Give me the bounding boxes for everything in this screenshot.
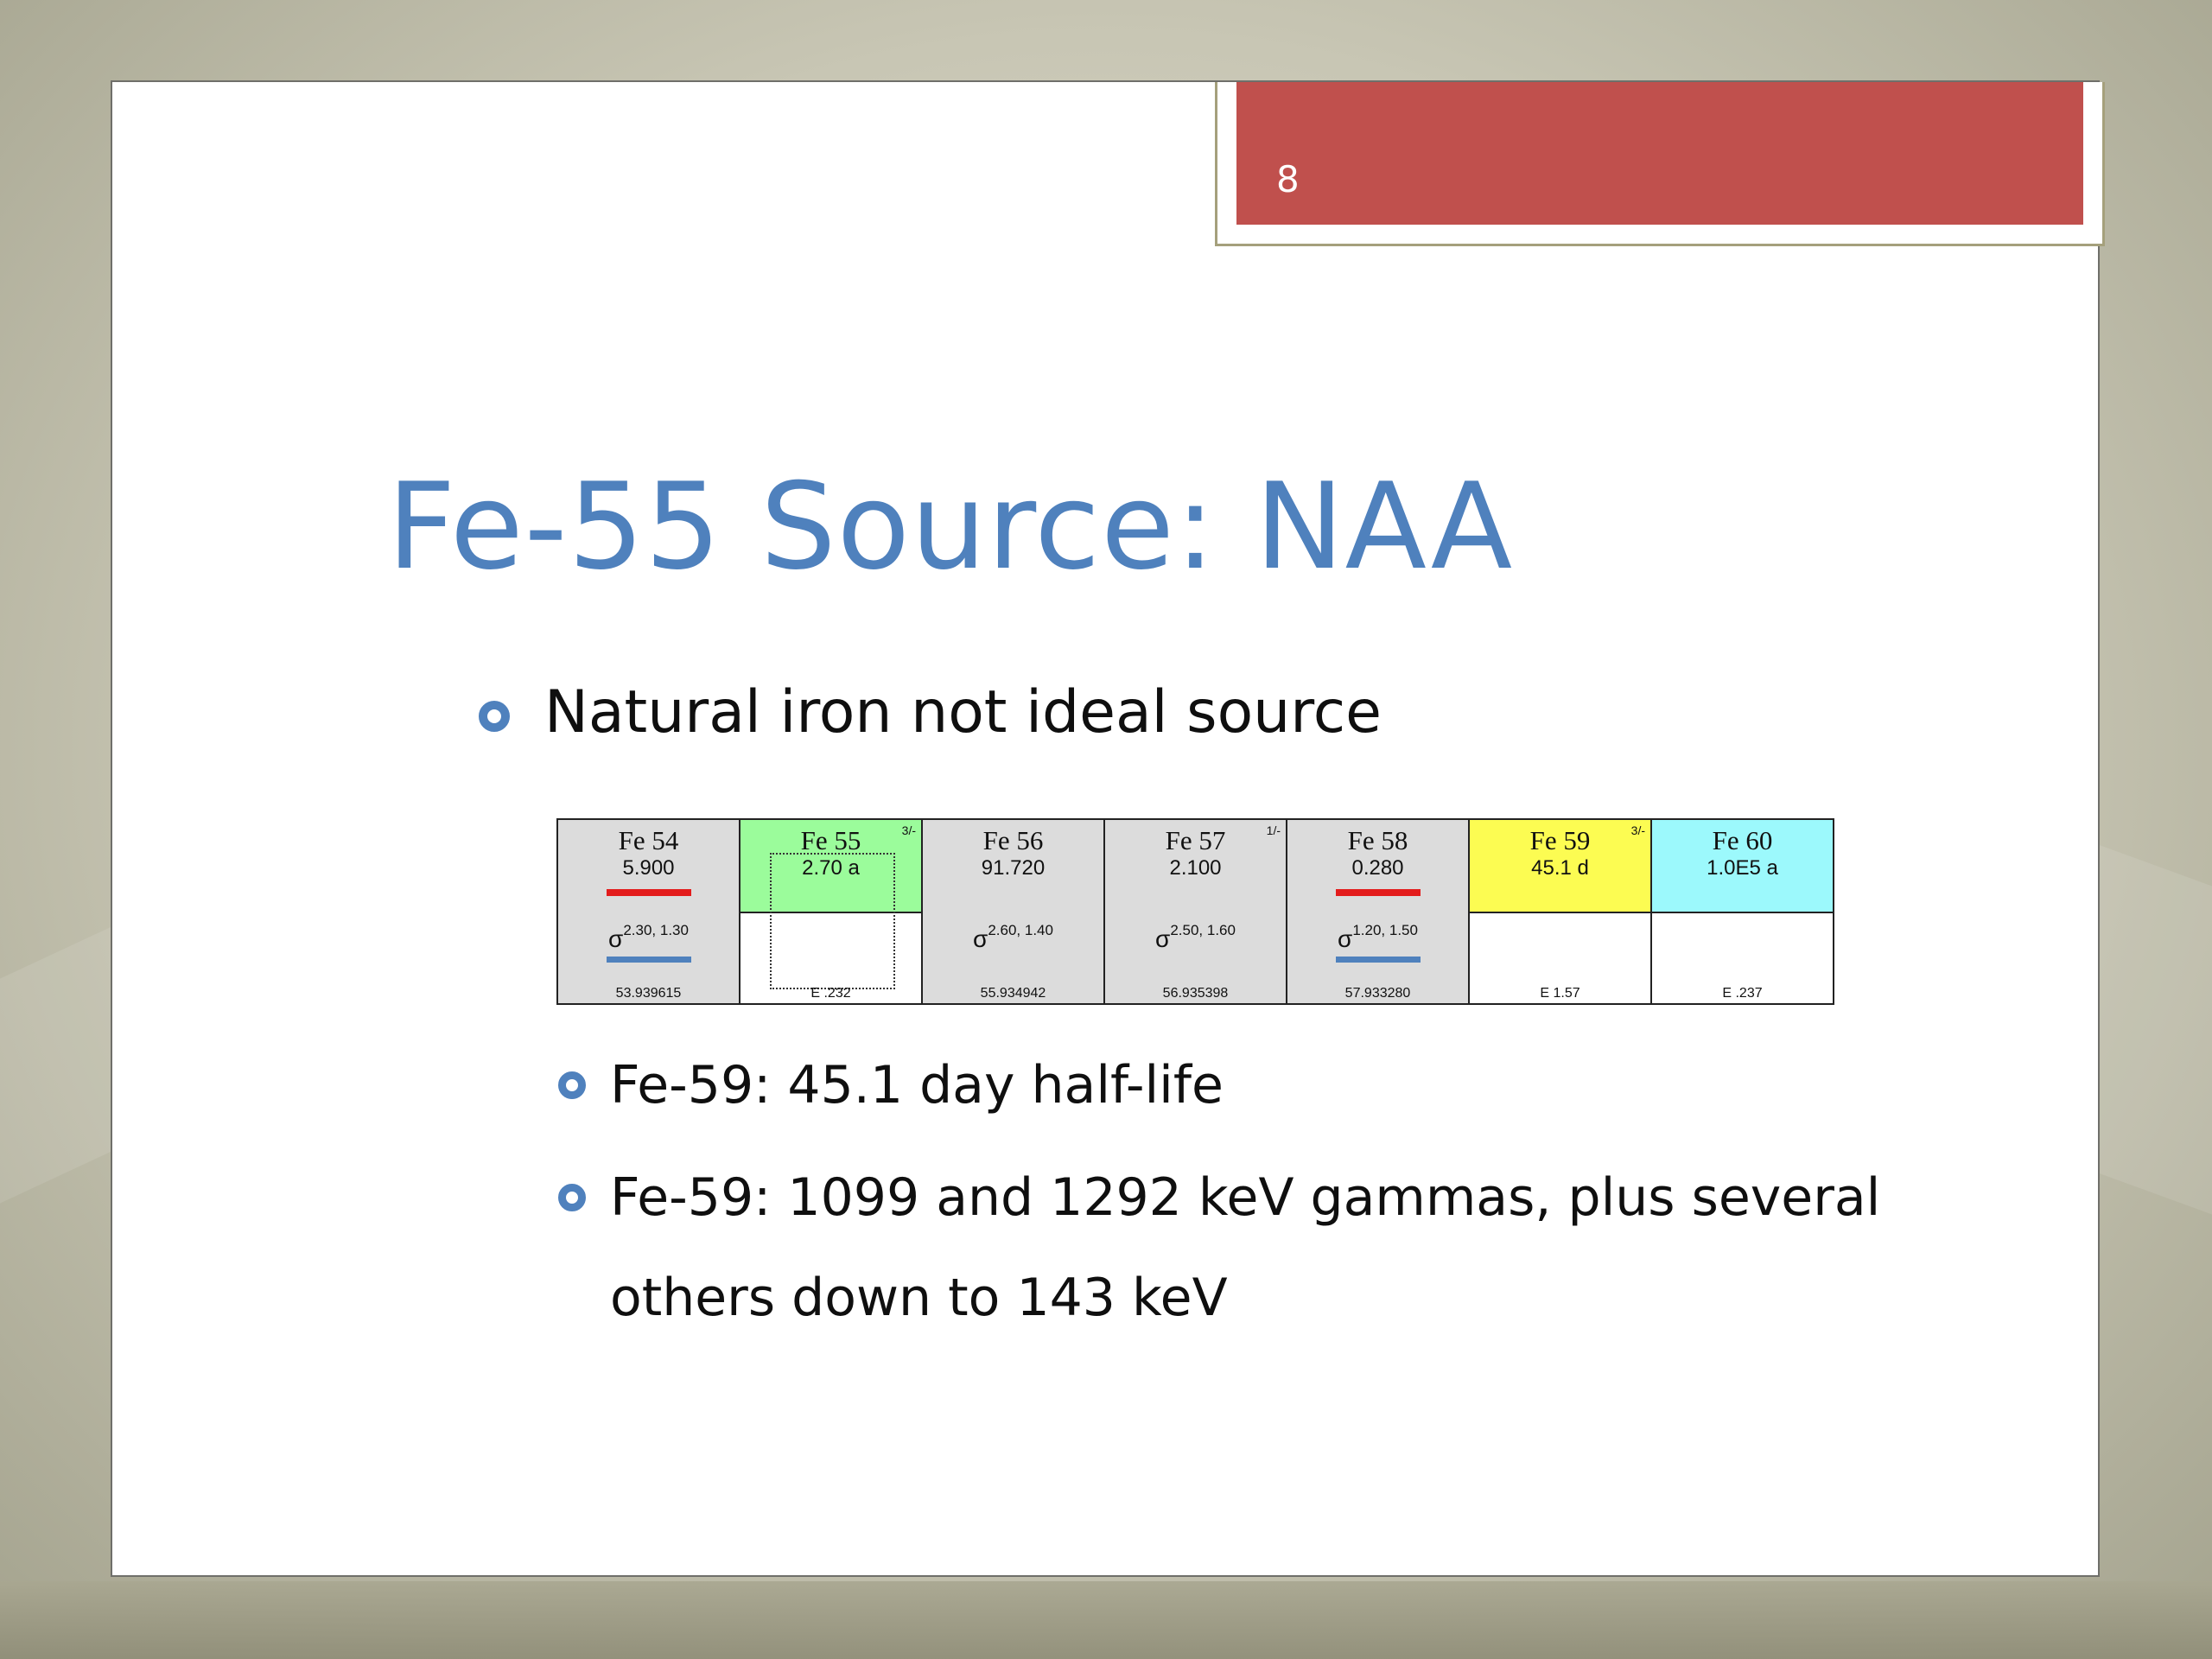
nuclide-abundance: 2.100	[1169, 856, 1222, 880]
red-bar-marker	[1336, 889, 1421, 896]
nuclide-decay-energy: E .237	[1722, 986, 1763, 1001]
slide	[111, 80, 2100, 1577]
nuclide-name: Fe 54	[618, 825, 679, 855]
cross-section: $\sigma^{2.60, 1.40}$	[973, 922, 1053, 952]
nuclide-name: Fe 59	[1529, 825, 1591, 855]
nuclide-name: Fe 60	[1712, 825, 1773, 855]
nuclide-cell-fe57	[1105, 820, 1287, 1003]
bullet-icon	[558, 1184, 586, 1211]
bullet-text: Natural iron not ideal source	[544, 678, 1382, 747]
nuclide-cell-fe60	[1652, 820, 1833, 1003]
nuclide-spin: 3/-	[1630, 823, 1645, 837]
cross-section: $\sigma^{1.20, 1.50}$	[1338, 922, 1418, 952]
nuclide-abundance: 91.720	[981, 856, 1046, 880]
nuclide-abundance: 5.900	[622, 856, 675, 880]
bullet-item	[475, 678, 1382, 747]
sub-bullet-text: Fe-59: 45.1 day half-life	[610, 1055, 1224, 1116]
slide-number-tab	[1215, 82, 2105, 246]
sub-bullet-item	[555, 1147, 1937, 1348]
red-bar-marker	[607, 889, 691, 896]
nuclide-name: Fe 58	[1347, 825, 1408, 855]
nuclide-half-life: 2.70 a	[802, 856, 860, 880]
sub-bullet-item	[555, 1035, 1937, 1135]
selection-box	[770, 853, 895, 989]
bullet-icon	[479, 701, 510, 732]
nuclide-mass: 53.939615	[615, 986, 682, 1001]
nuclide-mass: 55.934942	[980, 986, 1046, 1001]
background-decoration	[0, 922, 121, 1203]
nuclide-name: Fe 55	[800, 825, 861, 855]
nuclide-spin: 1/-	[1266, 823, 1281, 837]
cross-section: $\sigma^{2.50, 1.60}$	[1155, 922, 1236, 952]
nuclide-decay-energy: E 1.57	[1540, 986, 1580, 1001]
slide-title: Fe-55 Source: NAA	[387, 457, 1514, 596]
nuclide-spin: 3/-	[901, 823, 916, 837]
blue-bar-marker	[607, 957, 691, 963]
slide-number-banner	[1236, 82, 2083, 225]
sub-bullet-text: Fe-59: 1099 and 1292 keV gammas, plus several others down to 143 keV	[610, 1167, 1881, 1328]
nuclide-cell-fe54	[558, 820, 741, 1003]
nuclide-mass: 56.935398	[1162, 986, 1229, 1001]
nuclide-name: Fe 57	[1165, 825, 1226, 855]
bullet-icon	[558, 1071, 586, 1099]
nuclide-name: Fe 56	[982, 825, 1044, 855]
nuclide-cell-fe59	[1470, 820, 1652, 1003]
background-decoration	[2091, 842, 2212, 1215]
nuclide-cell-fe55	[741, 820, 923, 1003]
cross-section: $\sigma^{2.30, 1.30}$	[608, 922, 689, 952]
nuclide-cell-fe58	[1287, 820, 1470, 1003]
background-band	[0, 1581, 2212, 1659]
nuclide-decay-energy: E .232	[810, 986, 851, 1001]
slide-number: 8	[1276, 158, 1300, 200]
nuclide-mass: 57.933280	[1344, 986, 1411, 1001]
nuclide-abundance: 0.280	[1351, 856, 1404, 880]
nuclide-chart	[556, 818, 1834, 1005]
nuclide-cell-fe56	[923, 820, 1105, 1003]
blue-bar-marker	[1336, 957, 1421, 963]
nuclide-half-life: 45.1 d	[1531, 856, 1589, 880]
nuclide-half-life: 1.0E5 a	[1707, 856, 1778, 880]
